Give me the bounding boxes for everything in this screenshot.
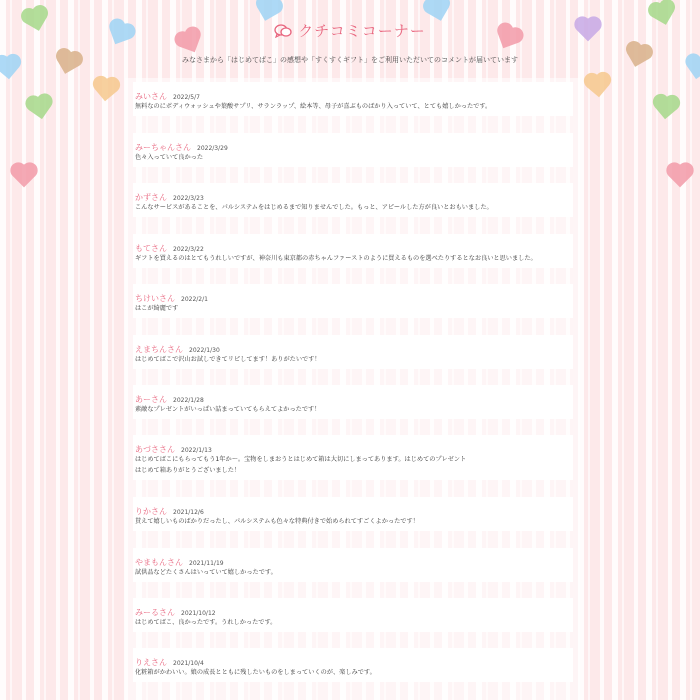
comment-text: ギフトを買えるのはとてもうれしいですが、神奈川も東京都の赤ちゃんファーストのように買えるものを選べたりするとなお良いと思いました。 — [135, 255, 537, 262]
comment-item — [133, 385, 573, 419]
comment-text: こんなサービスがあることを、パルシステムをはじめるまで知りませんでした。もっと、アピールした方が良いとおもいました。 — [135, 204, 493, 211]
comment-author: りかさん — [135, 507, 167, 516]
comment-date: 2022/1/30 — [189, 347, 220, 354]
page-title-text: クチコミコーナー — [298, 22, 426, 40]
heart-decoration-icon — [95, 79, 118, 102]
heart-decoration-icon — [669, 165, 692, 188]
comment-date: 2022/2/1 — [181, 296, 208, 303]
comment-author: もてさん — [135, 244, 167, 253]
comment-item — [133, 335, 573, 369]
comment-item — [133, 435, 573, 480]
comment-text: はじめてばこ、良かったです。うれしかったです。 — [135, 619, 277, 626]
comment-author: やまもんさん — [135, 558, 183, 567]
comment-date: 2021/11/19 — [189, 560, 224, 567]
comment-author: りえさん — [135, 658, 167, 667]
comment-date: 2021/12/6 — [173, 509, 204, 516]
comment-date: 2021/10/12 — [181, 610, 216, 617]
comment-date: 2022/1/13 — [181, 447, 212, 454]
comment-item — [133, 183, 573, 217]
comment-text: 化粧箱がかわいい。娘の成長とともに残したいものをしまっていくのが、楽しみです。 — [135, 669, 376, 676]
heart-decoration-icon — [587, 75, 610, 98]
comment-date: 2022/1/28 — [173, 397, 204, 404]
comment-text: はこが綺麗です — [135, 305, 179, 312]
comment-date: 2022/3/29 — [197, 145, 228, 152]
comment-author: えまちんさん — [135, 345, 183, 354]
comment-item — [133, 548, 573, 582]
comment-author: ちけいさん — [135, 294, 175, 303]
comment-item — [133, 648, 573, 682]
comment-author: みーちゃんさん — [135, 143, 191, 152]
comment-text: 無料なのにボディウォッシュや葉酸サプリ、サランラップ、絵本等、母子が喜ぶものばかり入っていて、とても嬉しかったです。 — [135, 103, 492, 110]
comment-author: みいさん — [135, 92, 167, 101]
comment-text: 試供品などたくさんはいっていて嬉しかったです。 — [135, 569, 277, 576]
comment-date: 2022/3/23 — [173, 195, 204, 202]
comment-date: 2022/5/7 — [173, 94, 200, 101]
comment-date: 2021/10/4 — [173, 660, 204, 667]
comment-item — [133, 82, 573, 116]
comment-author: かずさん — [135, 193, 167, 202]
comment-text: はじめてばこにもらってもう1年か〜。宝物をしまおうとはじめて箱は大切にしまってあります。はじめてのプレゼント はじめて箱ありがとうございました！ — [135, 456, 467, 474]
comment-author: みーるさん — [135, 608, 175, 617]
heart-decoration-icon — [29, 97, 51, 119]
comment-text: 色々入っていて良かった — [135, 154, 204, 161]
chat-bubbles-icon — [274, 24, 292, 38]
page-header — [0, 0, 700, 78]
comment-item — [133, 133, 573, 167]
comment-text: はじめてばこで沢山お試しできてリピしてます！ありがたいです！ — [135, 356, 321, 363]
page-subtitle: みなさまから「はじめてばこ」の感想や「すくすくギフト」をご利用いただいてのコメントが届いています — [182, 56, 518, 64]
comment-item — [133, 284, 573, 318]
heart-decoration-icon — [655, 97, 678, 120]
comment-text: 貰えて嬉しいものばかりだったし、パルシステムも色々な特典付きで始められてすごくよかったです！ — [135, 518, 419, 525]
page-title — [0, 20, 700, 41]
heart-decoration-icon — [13, 165, 36, 188]
comment-item — [133, 497, 573, 531]
comment-author: あーさん — [135, 395, 167, 404]
comment-item — [133, 598, 573, 632]
comment-author: あづささん — [135, 445, 175, 454]
comment-date: 2022/3/22 — [173, 246, 204, 253]
comment-text: 素敵なプレゼントがいっぱい詰まっていてもらえてよかったです！ — [135, 406, 321, 413]
comment-item — [133, 234, 573, 268]
